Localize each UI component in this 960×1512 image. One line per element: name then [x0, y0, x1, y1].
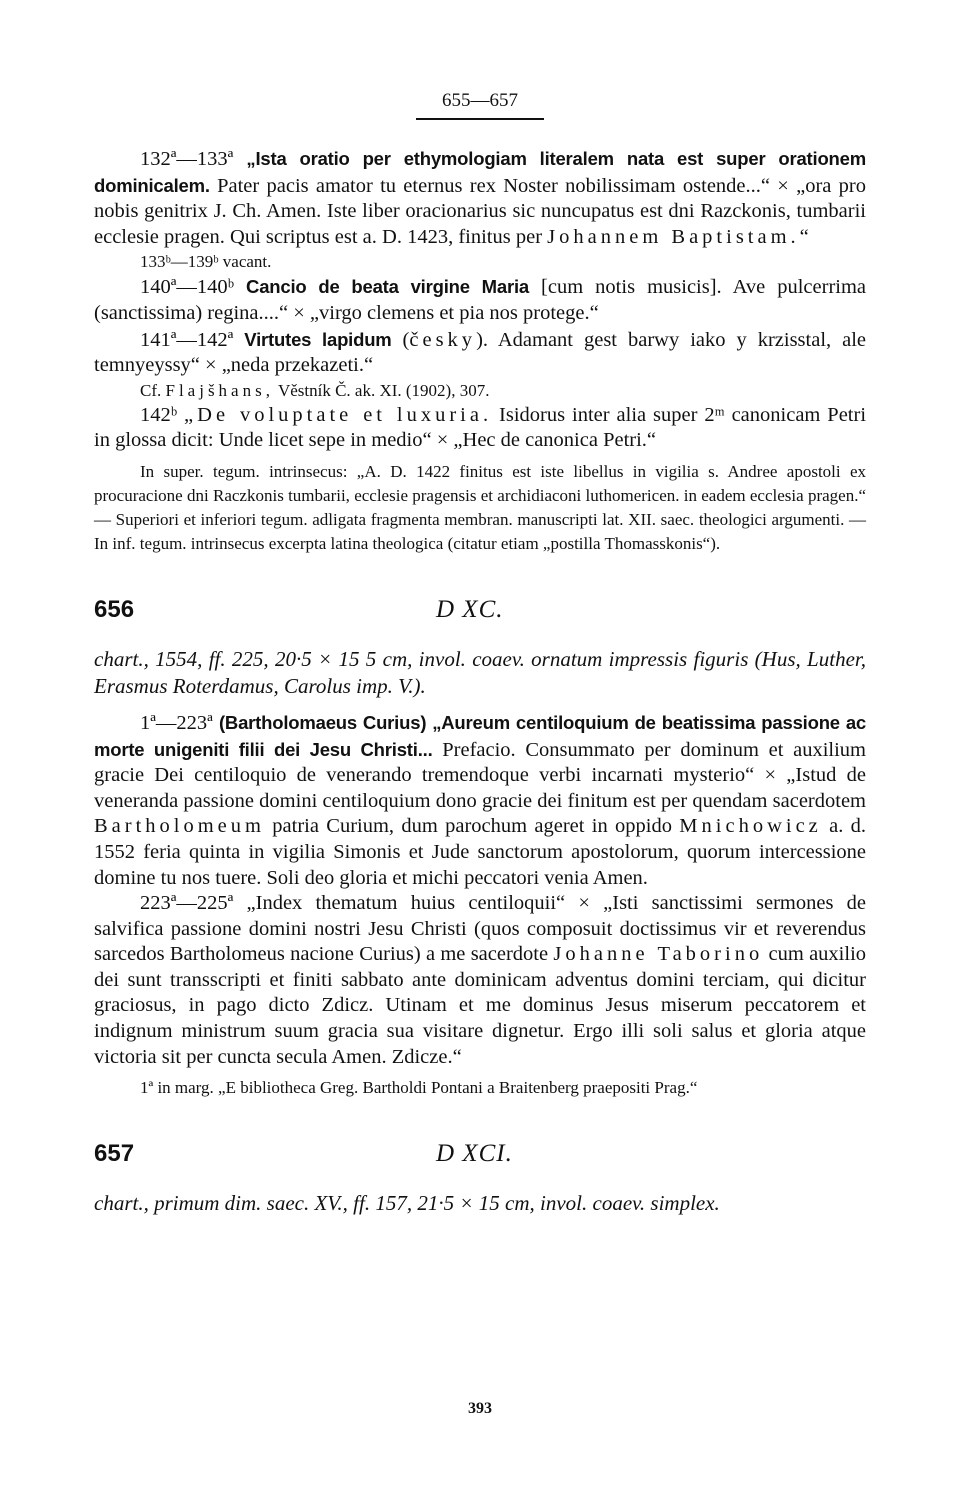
folio-ref: 140ª—140ᵇ	[140, 276, 235, 299]
item-text: Pater pacis amator tu eternus rex Noster nobilissimam ostende...“ × „ora pro nobis genitrix J. Ch. Amen. Iste liber oracionarius sic nuncupatus est dni Razckonis, tumbarii ecclesie pragen. Qui scriptus est a. D. 1423, finitus per	[94, 174, 866, 248]
item-text: [cum notis musicis]. Ave pulcerrima (sanctissima) regina....“ × „virgo clemens et pia nos protege.“	[94, 276, 867, 324]
entry-signature: D XC.	[436, 595, 504, 623]
binding-note: In super. tegum. intrinsecus: „A. D. 1422 finitus est iste libellus in vigilia s. Andree apostoli ex procuracione dni Raczkonis tumbarii, ecclesie pragensis et archidiaconi luthomericen. in eadem ecclesia pragen.“ — Superiori et inferiori tegum. adligata fragmenta membran. manuscripti lat. XII. saec. theologici argumenti. — In inf. tegum. intrinsecus excerpta latina theologica (citatur etiam „postilla Thomasskonis“).	[94, 461, 866, 553]
item-text: 223ª—225ª „Index thematum huius centiloquii“ × „Isti sanctissimi sermones de salvifica passione domini nostri Jesu Christi (quos composuit doctissimus vir et reverendus sarcedos Bartholomeus nacione Curius) a me sacerdote	[94, 892, 866, 966]
item-text: Prefacio. Consummato per dominum et auxilium gracie Dei centiloquio de venerando tremendoque verbi incarnati mysterio“ × „Istud de veneranda passione domini centiloquium dono gracie dei finitum est per quendam sacerdotem	[94, 738, 866, 812]
item-text: a. d. 1552 feria quinta in vigilia Simonis et Jude sanctorum apostolorum, quorum intercessione domine tu nos tuere. Soli deo gloria et michi peccatori venia Amen.	[94, 815, 867, 889]
entry-signature: D XCI.	[436, 1140, 513, 1168]
language-note: česky	[409, 328, 477, 351]
scribe-name: Johanne Taborino	[553, 943, 764, 966]
item-title: (Bartholomaeus Curius) „Aureum centiloquium de beatissima passione ac morte unigeniti filii dei Jesu Christi...	[94, 711, 867, 760]
provenance-note: 1ª in marg. „E bibliotheca Greg. Bartholdi Pontani a Braitenberg praepositi Prag.“	[140, 1078, 698, 1098]
entry-656-description: chart., 1554, ff. 225, 20·5 × 15 5 cm, invol. coaev. ornatum impressis figuris (Hus, Luther, Erasmus Roterdamus, Carolus imp. V.).	[94, 646, 866, 698]
entry-number: 657	[94, 1140, 135, 1168]
item-cf	[94, 379, 866, 403]
item-133b: 133ᵇ—139ᵇ vacant.	[140, 252, 272, 272]
entry-657-description: chart., primum dim. saec. XV., ff. 157, 21·5 × 15 cm, invol. coaev. simplex.	[94, 1191, 720, 1216]
item-140a	[94, 274, 866, 326]
folio-ref: 1ª—223ª	[140, 711, 213, 734]
entry-656-heading	[94, 586, 866, 646]
place-name: Mnichowicz	[679, 815, 822, 838]
item-title: „Ista oratio per ethymologiam literalem nata est super orationem dominicalem.	[94, 148, 866, 196]
cf-author: Flajšhans,	[165, 380, 274, 400]
scribe-name: Johannem Baptistam.	[547, 225, 800, 248]
entry-number: 656	[94, 595, 135, 623]
item-text: ). Adamant gest barwy iako y krzisstal, ale temnyeyssy“ × „neda przekazeti.“	[94, 328, 867, 377]
item-text-end: “	[799, 225, 809, 248]
item-223a	[94, 891, 866, 1070]
item-text: Isidorus inter alia super 2ᵐ canonicam Petri in glossa dicit: Unde licet sepe in medio“ × „Hec de canonica Petri.“	[94, 403, 867, 452]
item-141a	[94, 327, 866, 379]
page-number: 393	[468, 1400, 492, 1417]
folio-ref: 132ª—133ª	[140, 148, 234, 170]
folio-ref: 142ᵇ	[140, 403, 178, 426]
folio-ref: 141ª—142ª	[140, 328, 234, 351]
item-text: patria Curium, dum parochum ageret in oppido	[272, 815, 672, 838]
item-title: „De voluptate et luxuria.	[184, 403, 493, 426]
item-title: Virtutes lapidum	[244, 328, 392, 350]
cf-source: Věstník Č. ak. XI. (1902), 307.	[277, 380, 490, 400]
author-name: Bartholomeum	[94, 815, 265, 838]
item-132a	[94, 146, 866, 250]
item-text: (	[402, 328, 410, 351]
item-142b	[94, 403, 866, 454]
running-head: 655—657	[442, 90, 518, 111]
running-head-rule	[416, 118, 544, 120]
document-page	[94, 0, 866, 1512]
item-1a	[94, 710, 866, 891]
item-title: Cancio de beata virgine Maria	[246, 276, 529, 298]
page-body	[94, 146, 866, 1227]
cf-label: Cf.	[140, 380, 162, 400]
item-text: cum auxilio dei sunt transscripti et finiti sabbato ante dominicam adventus domini terciam, qui dicitur graciosus, in pago dicto Zdicz. Utinam et me dominus Jesus miserum peccatorem et indignum ministrum suum gracia sua visitare dignetur. Ergo illi soli salus et gloria atque victoria sit per cuncta secula Amen. Zdicze.“	[94, 943, 867, 1068]
entry-657-heading	[94, 1130, 866, 1190]
